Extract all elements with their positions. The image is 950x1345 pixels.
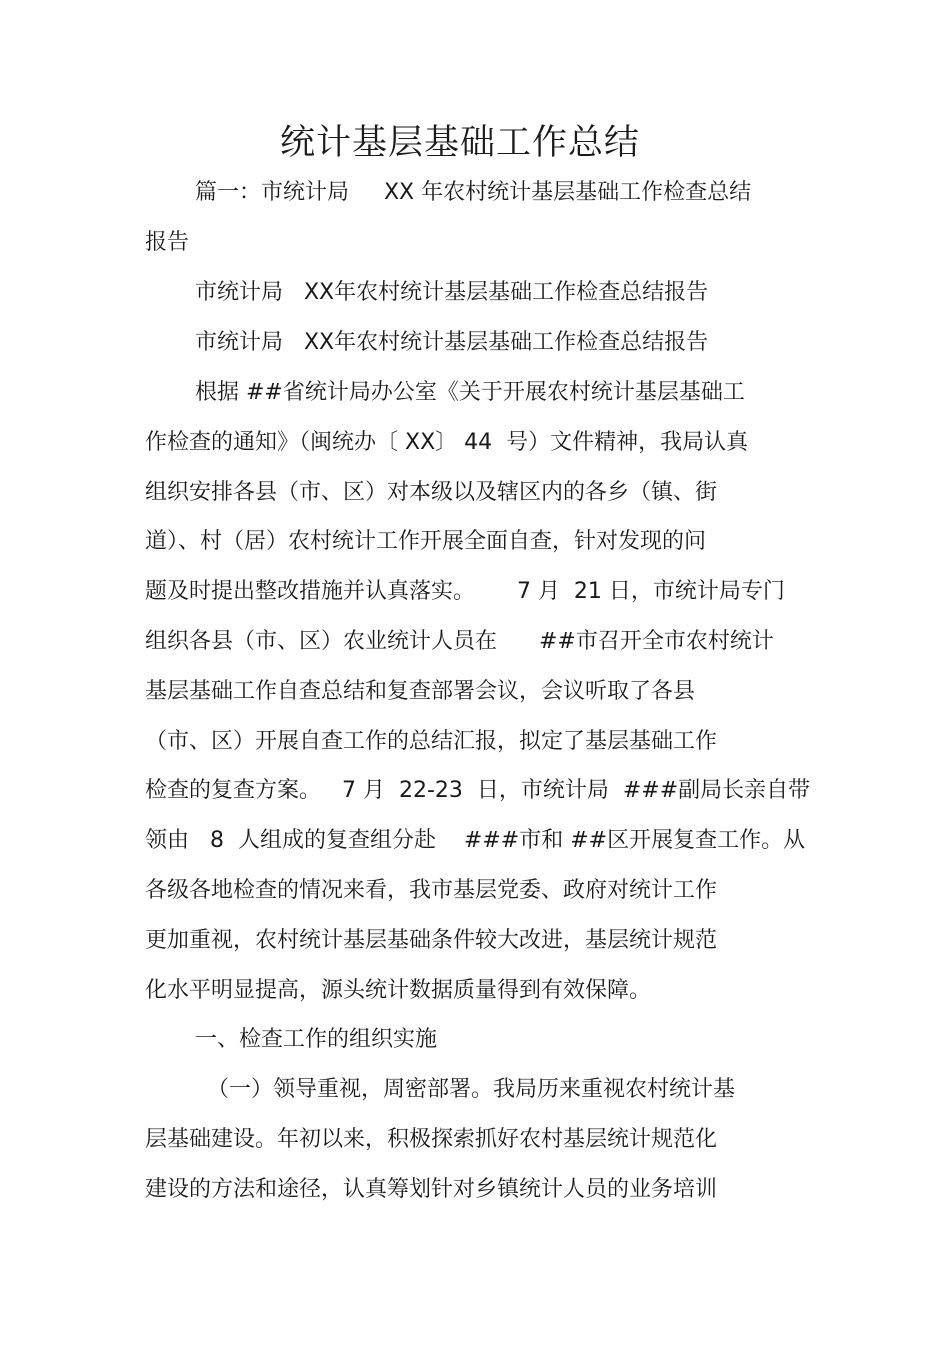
- document-title: 统计基层基础工作总结: [279, 123, 640, 163]
- report-heading-2: 市统计局 XX年农村统计基层基础工作检查总结报告: [195, 330, 709, 355]
- paragraph-line: 层基础建设。年初以来，积极探索抓好农村基层统计规范化: [145, 1127, 718, 1152]
- paragraph-line: 组织各县（市、区）农业统计人员在 ##市召开全市农村统计: [145, 629, 774, 654]
- paragraph-line: 道）、村（居）农村统计工作开展全面自查，针对发现的问: [145, 529, 707, 554]
- paragraph-line: 检查的复查方案。 7 月 22-23 日，市统计局 ###副局长亲自带: [145, 778, 811, 803]
- subtitle-line-2: 报告: [145, 230, 190, 255]
- section-heading: 一、检查工作的组织实施: [195, 1027, 438, 1052]
- paragraph-line: 领由 8 人组成的复查组分赴 ###市和 ##区开展复查工作。从: [145, 828, 806, 853]
- paragraph-line: 根据 ##省统计局办公室《关于开展农村统计基层基础工: [195, 380, 745, 405]
- paragraph-line: 建设的方法和途径，认真筹划针对乡镇统计人员的业务培训: [145, 1177, 718, 1202]
- paragraph-line: （市、区）开展自查工作的总结汇报，拟定了基层基础工作: [145, 729, 718, 754]
- paragraph-line: 基层基础工作自查总结和复查部署会议，会议听取了各县: [145, 679, 696, 704]
- paragraph-line: 题及时提出整改措施并认真落实。 7 月 21 日，市统计局专门: [145, 579, 785, 604]
- subtitle-line-1: 篇一：市统计局 XX 年农村统计基层基础工作检查总结: [195, 180, 752, 205]
- paragraph-line: 各级各地检查的情况来看，我市基层党委、政府对统计工作: [145, 878, 718, 903]
- report-heading-1: 市统计局 XX年农村统计基层基础工作检查总结报告: [195, 280, 709, 305]
- paragraph-line: 化水平明显提高，源头统计数据质量得到有效保障。: [145, 978, 652, 1003]
- paragraph-line: 更加重视，农村统计基层基础条件较大改进，基层统计规范: [145, 928, 718, 953]
- paragraph-line: （一）领导重视，周密部署。我局历来重视农村统计基: [207, 1077, 736, 1102]
- paragraph-line: 组织安排各县（市、区）对本级以及辖区内的各乡（镇、街: [145, 480, 718, 505]
- paragraph-line: 作检查的通知》（闽统办〔 XX〕 44 号）文件精神，我局认真: [145, 430, 749, 455]
